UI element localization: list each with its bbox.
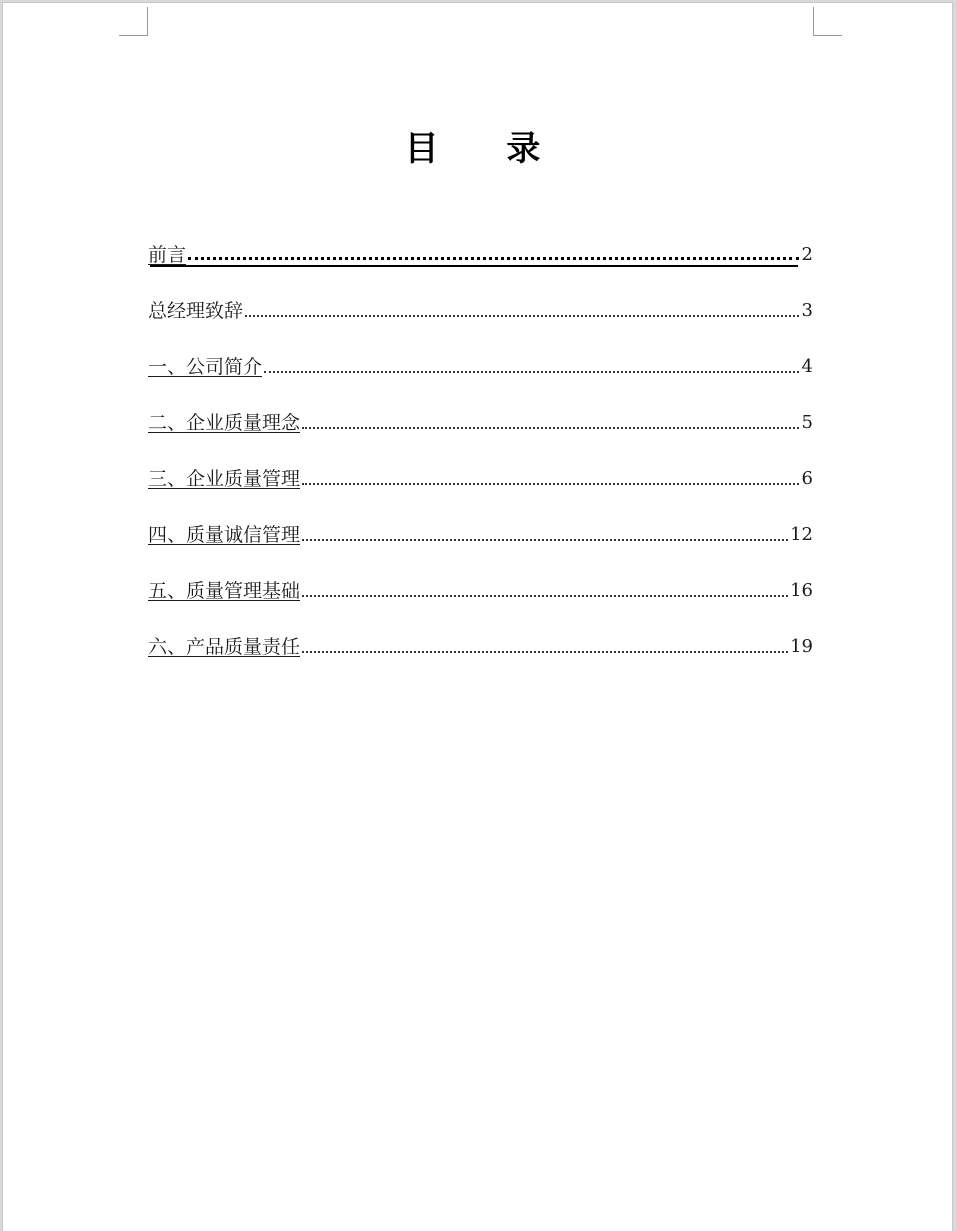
toc-dot-leader	[302, 651, 788, 653]
toc-page-number: 4	[801, 356, 813, 377]
toc-dot-leader	[188, 257, 799, 260]
toc-title: 目 录	[404, 129, 569, 169]
toc-page-number: 6	[801, 468, 813, 489]
document-page	[2, 2, 953, 1231]
toc-entry-label[interactable]: 四、质量诚信管理	[148, 524, 301, 546]
toc-entry-label[interactable]: 前言	[148, 244, 187, 266]
toc-page-number: 12	[790, 524, 813, 545]
toc-page-number: 2	[801, 244, 813, 265]
toc-entry-company-intro[interactable]	[148, 351, 813, 379]
toc-page-number: 3	[801, 300, 813, 321]
toc-dot-leader	[302, 595, 788, 597]
toc-entry-preface[interactable]	[148, 239, 813, 267]
toc-entry-quality-foundation[interactable]	[148, 575, 813, 603]
toc-entry-label[interactable]: 二、企业质量理念	[148, 412, 301, 434]
toc-entry-label[interactable]: 三、企业质量管理	[148, 468, 301, 490]
toc-entry-label[interactable]: 一、公司简介	[148, 356, 263, 378]
toc-page-number: 19	[790, 636, 813, 657]
toc-dot-leader	[245, 315, 799, 317]
page-corner-mark-top-left	[119, 7, 148, 36]
toc-entry-quality-integrity[interactable]	[148, 519, 813, 547]
toc-dot-leader	[264, 371, 799, 373]
toc-entry-quality-philosophy[interactable]	[148, 407, 813, 435]
toc-entry-label[interactable]: 总经理致辞	[148, 300, 244, 322]
toc-entry-quality-management[interactable]	[148, 463, 813, 491]
page-corner-mark-top-right	[813, 7, 842, 36]
toc-entry-ceo-message[interactable]	[148, 295, 813, 323]
toc-dot-leader	[302, 427, 799, 429]
toc-entry-label[interactable]: 五、质量管理基础	[148, 580, 301, 602]
toc-hyperlink-underline	[150, 265, 798, 267]
toc-page-number: 5	[801, 412, 813, 433]
toc-entry-label[interactable]: 六、产品质量责任	[148, 636, 301, 658]
toc-dot-leader	[302, 539, 788, 541]
toc-dot-leader	[302, 483, 799, 485]
toc-page-number: 16	[790, 580, 813, 601]
toc-entry-product-responsibility[interactable]	[148, 631, 813, 659]
